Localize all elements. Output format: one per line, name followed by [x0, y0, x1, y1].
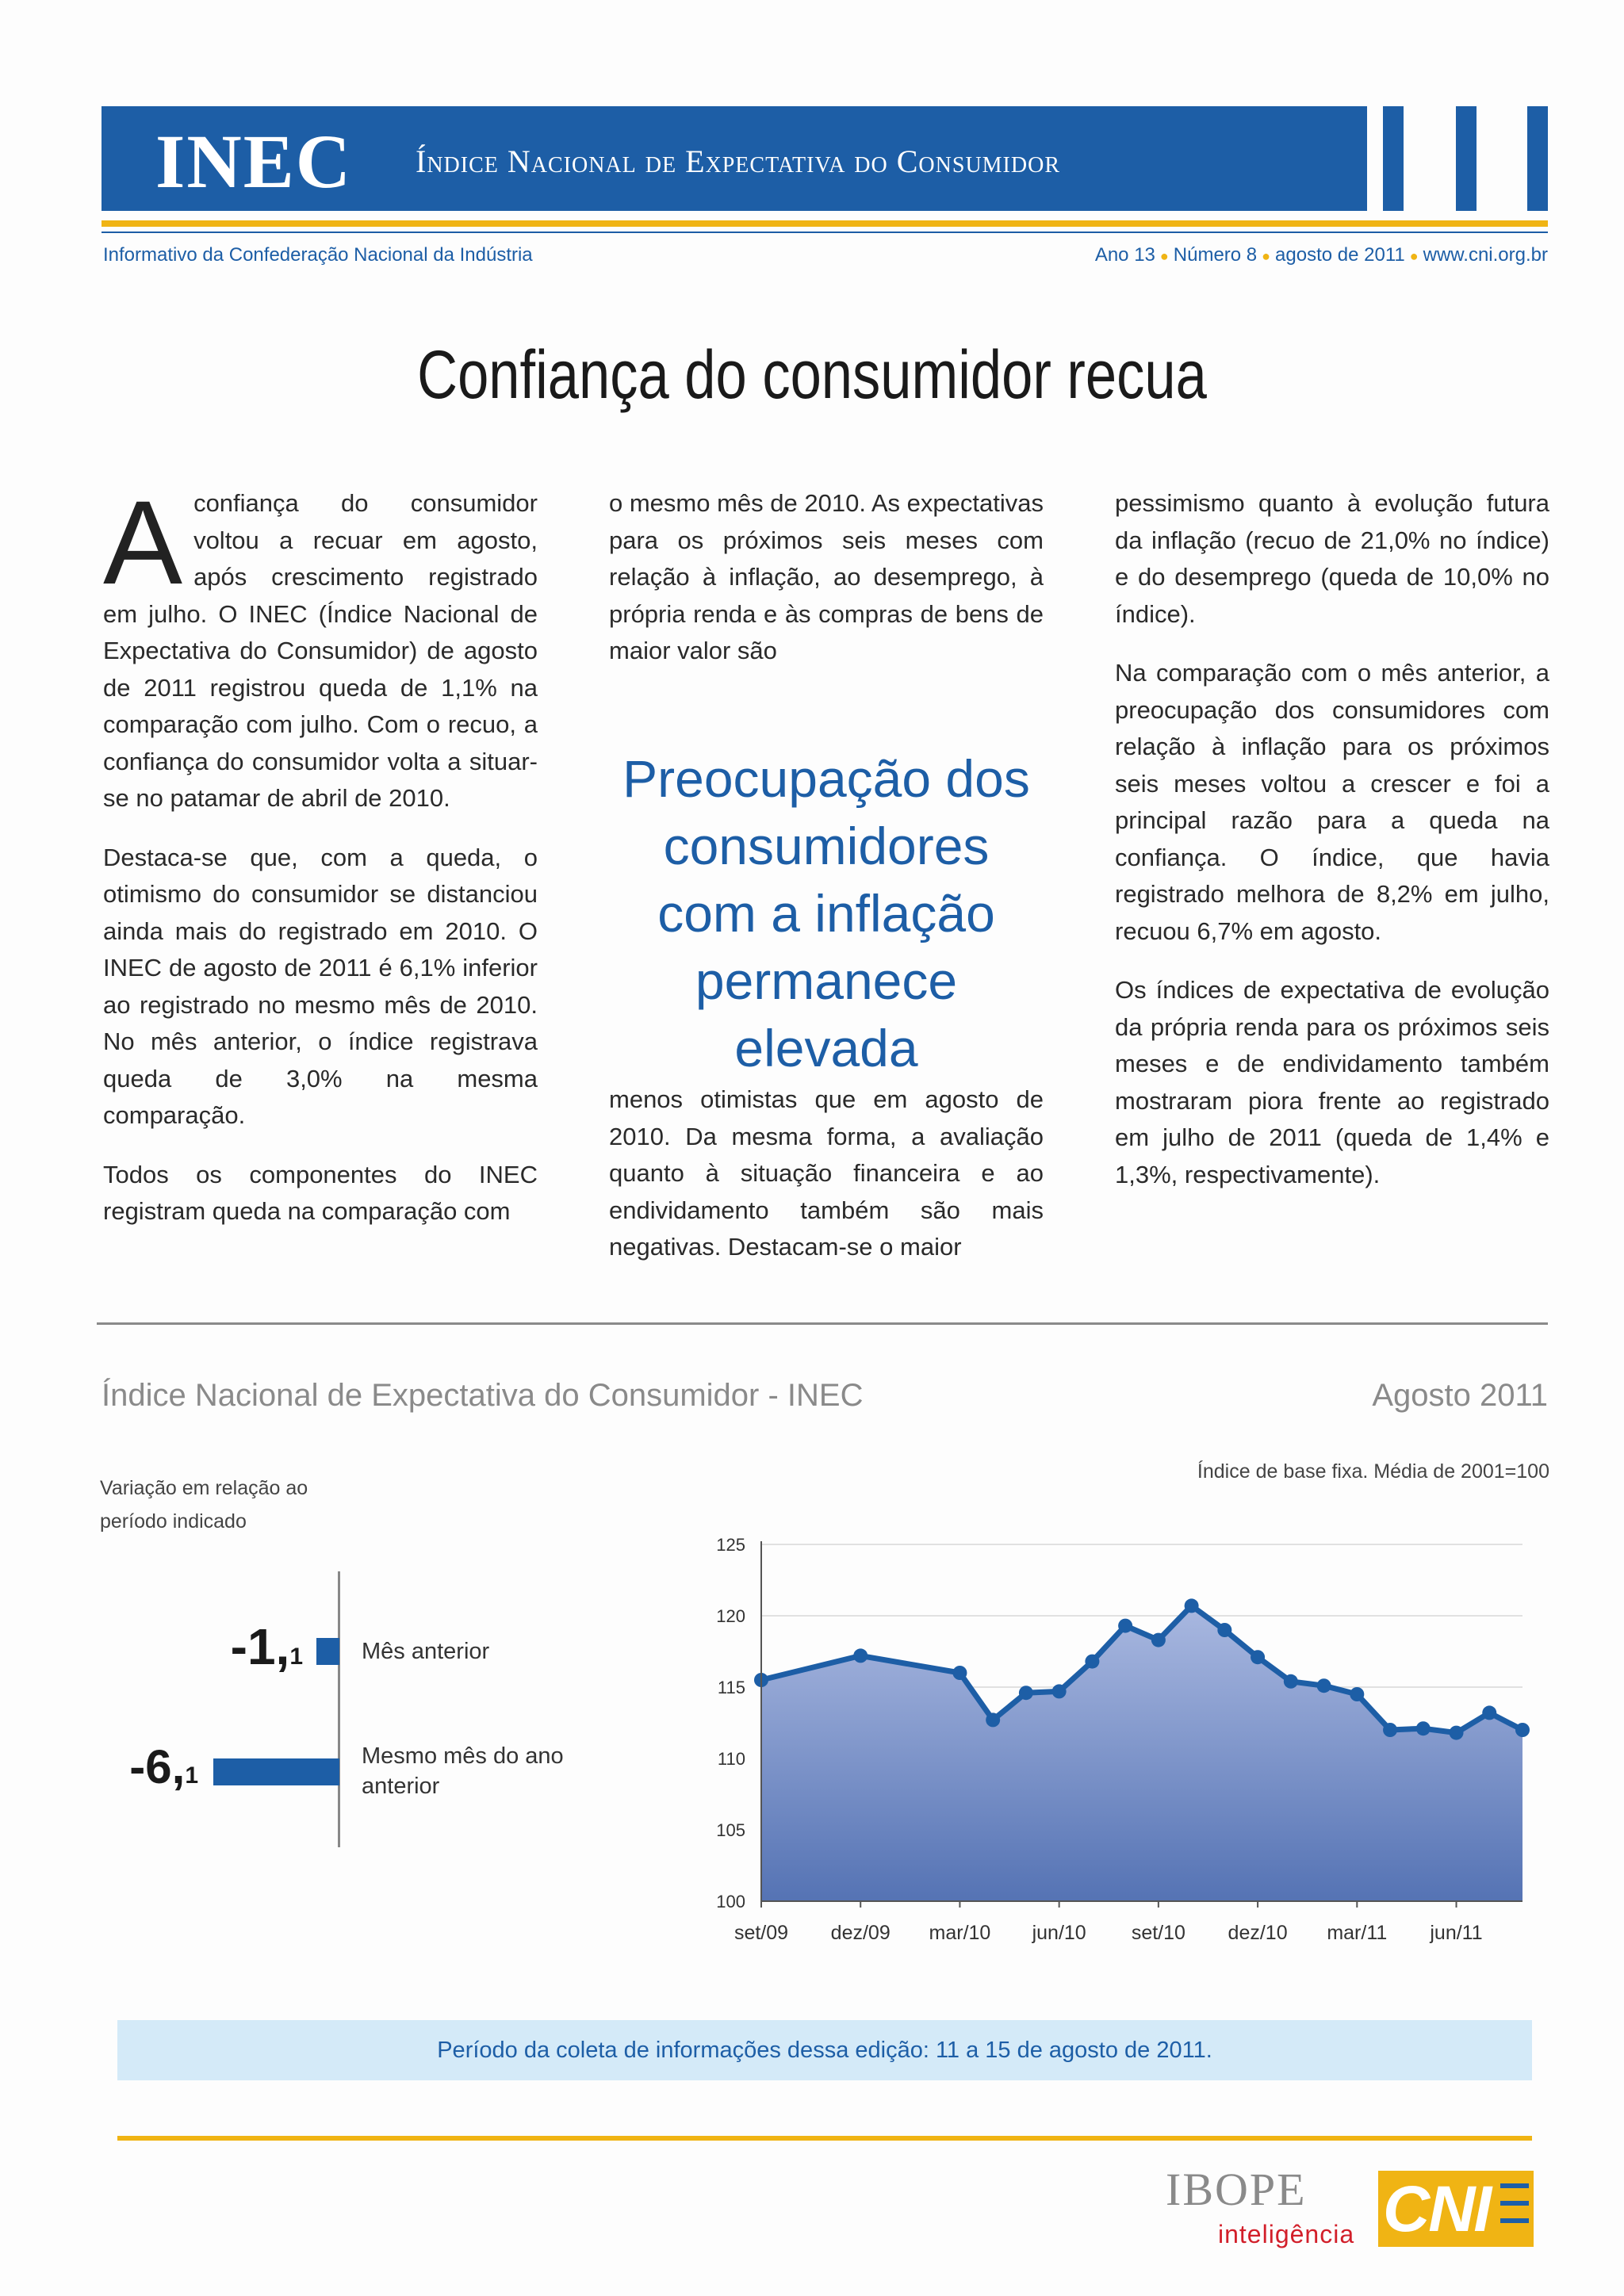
- data-point: [1350, 1687, 1364, 1701]
- variation-label: Variação em relação ao período indicado: [100, 1477, 308, 1533]
- data-point: [1052, 1684, 1067, 1698]
- variation-label-month: Mês anterior: [362, 1639, 490, 1664]
- x-tick-label: jun/10: [1032, 1922, 1086, 1944]
- variation-label-year: Mesmo mês do ano anterior: [362, 1743, 564, 1799]
- issue-date: agosto de 2011: [1275, 244, 1405, 266]
- article-column-2-bottom: menos otimistas que em agosto de 2010. Da mesma forma, a avaliação quanto à situação financeira e ao endividamento também são mais negativas. Destacam-se o maior: [609, 1085, 1044, 1261]
- footer-rule: [117, 2136, 1532, 2141]
- paragraph: Aconfiança do consumidor voltou a recuar em agosto, após crescimento registrado em julho. O INEC (Índice Nacional de Expectativa do Consumidor) de agosto de 2011 registrou queda de 1,1% na comparação com julho. Com o recuo, a confiança do consumidor volta a situar-se no patamar de abril de 2010.: [103, 476, 538, 812]
- decorative-bar: [1527, 106, 1548, 211]
- x-tick-label: dez/09: [830, 1922, 891, 1944]
- y-tick-label: 120: [716, 1606, 745, 1626]
- drop-cap: A: [103, 476, 183, 609]
- data-point: [1217, 1623, 1231, 1637]
- data-point: [1151, 1633, 1166, 1647]
- data-point: [952, 1666, 967, 1680]
- data-point: [1416, 1721, 1431, 1735]
- data-point: [1450, 1726, 1464, 1740]
- article-column-2-top: [609, 485, 1044, 692]
- headline: Confiança do consumidor recua: [417, 337, 1207, 413]
- x-tick-label: jun/11: [1430, 1922, 1483, 1944]
- y-tick-label: 110: [717, 1749, 745, 1769]
- data-point: [986, 1712, 1000, 1727]
- data-point: [1185, 1598, 1199, 1613]
- section-title: Índice Nacional de Expectativa do Consumidor - INEC: [102, 1378, 864, 1413]
- chart-note: Índice de base fixa. Média de 2001=100: [1197, 1460, 1549, 1483]
- cni-logo: CNI: [1378, 2171, 1534, 2247]
- issue-year: Ano 13: [1094, 244, 1155, 266]
- section-date: Agosto 2011: [1372, 1378, 1548, 1413]
- ibope-logo: IBOPE: [1166, 2164, 1307, 2215]
- x-tick-label: mar/11: [1327, 1922, 1388, 1944]
- variation-bar-year: [213, 1758, 339, 1785]
- data-point: [853, 1648, 868, 1663]
- data-point: [1019, 1686, 1033, 1700]
- y-tick-label: 115: [717, 1678, 745, 1697]
- pull-quote: Preocupação dos consumidores com a inflação permanece elevada: [622, 749, 1030, 1077]
- paragraph: Todos os componentes do INEC registram queda na comparação com: [103, 1160, 538, 1225]
- header-rule-blue: [102, 232, 1548, 233]
- chart-area: [761, 1605, 1522, 1901]
- header-rule-gold: [102, 220, 1548, 227]
- paragraph: Destaca-se que, com a queda, o otimismo do consumidor se distanciou ainda mais do registrado em 2010. O INEC de agosto de 2011 é 6,1% inferior ao registrado no mesmo mês de 2010. No mês anterior, o índice registrava queda de 3,0% na mesma comparação.: [103, 843, 538, 1129]
- x-tick-label: mar/10: [929, 1922, 991, 1944]
- inec-logo: INEC: [155, 119, 353, 204]
- data-point: [1251, 1650, 1265, 1664]
- variation-bar-month: [316, 1638, 339, 1665]
- y-tick-label: 125: [716, 1535, 745, 1555]
- website-link[interactable]: www.cni.org.br: [1423, 244, 1548, 266]
- x-tick-label: dez/10: [1228, 1922, 1288, 1944]
- decorative-bar: [1456, 106, 1477, 211]
- data-point: [1383, 1723, 1397, 1737]
- paragraph: Na comparação com o mês anterior, a preocupação dos consumidores com relação à inflação para os próximos seis meses voltou a crescer e foi a principal razão para a queda na confiança. O índice, que havia registrado melhora de 8,2% em julho, recuou 6,7% em agosto.: [1115, 659, 1549, 945]
- issue-meta: Ano 13 ● Número 8 ● agosto de 2011 ● www.cni.org.br: [1094, 244, 1548, 266]
- x-tick-label: set/09: [733, 1922, 789, 1944]
- ibope-logo-sub: inteligência: [1218, 2220, 1355, 2248]
- data-point: [1317, 1678, 1331, 1693]
- collection-note: Período da coleta de informações dessa edição: 11 a 15 de agosto de 2011.: [117, 2020, 1532, 2080]
- y-tick-label: 105: [716, 1820, 745, 1840]
- variation-value-year: -6,1: [129, 1740, 198, 1793]
- article-column-3: [1115, 485, 1549, 1215]
- paragraph: Os índices de expectativa de evolução da própria renda para os próximos seis meses e de endividamento também mostraram piora frente ao registrado em julho de 2011 (queda de 1,4% e 1,3%, respectivamente).: [1115, 976, 1549, 1188]
- decorative-bar: [1383, 106, 1404, 211]
- variation-axis: [338, 1571, 340, 1847]
- section-divider: [97, 1322, 1548, 1325]
- header-banner: [102, 106, 1367, 211]
- data-point: [1482, 1705, 1496, 1720]
- data-point: [1515, 1723, 1530, 1737]
- variation-value-month: -1,1: [230, 1618, 303, 1675]
- article-column-1: [103, 476, 538, 1253]
- issue-number: Número 8: [1173, 244, 1258, 266]
- paragraph: o mesmo mês de 2010. As expectativas para os próximos seis meses com relação à inflação, ao desemprego, à própria renda e às compras de bens de maior valor são: [609, 489, 1044, 664]
- banner-title: Índice Nacional de Expectativa do Consumidor: [416, 144, 1060, 179]
- publisher-line: Informativo da Confederação Nacional da Indústria: [103, 244, 533, 266]
- y-tick-label: 100: [716, 1892, 745, 1911]
- inec-chart: [690, 1521, 1530, 1949]
- data-point: [1118, 1619, 1132, 1633]
- paragraph: pessimismo quanto à evolução futura da inflação (recuo de 21,0% no índice) e do desemprego (queda de 10,0% no índice).: [1115, 489, 1549, 628]
- data-point: [1284, 1674, 1298, 1689]
- data-point: [1085, 1655, 1099, 1669]
- x-tick-label: set/10: [1131, 1922, 1185, 1944]
